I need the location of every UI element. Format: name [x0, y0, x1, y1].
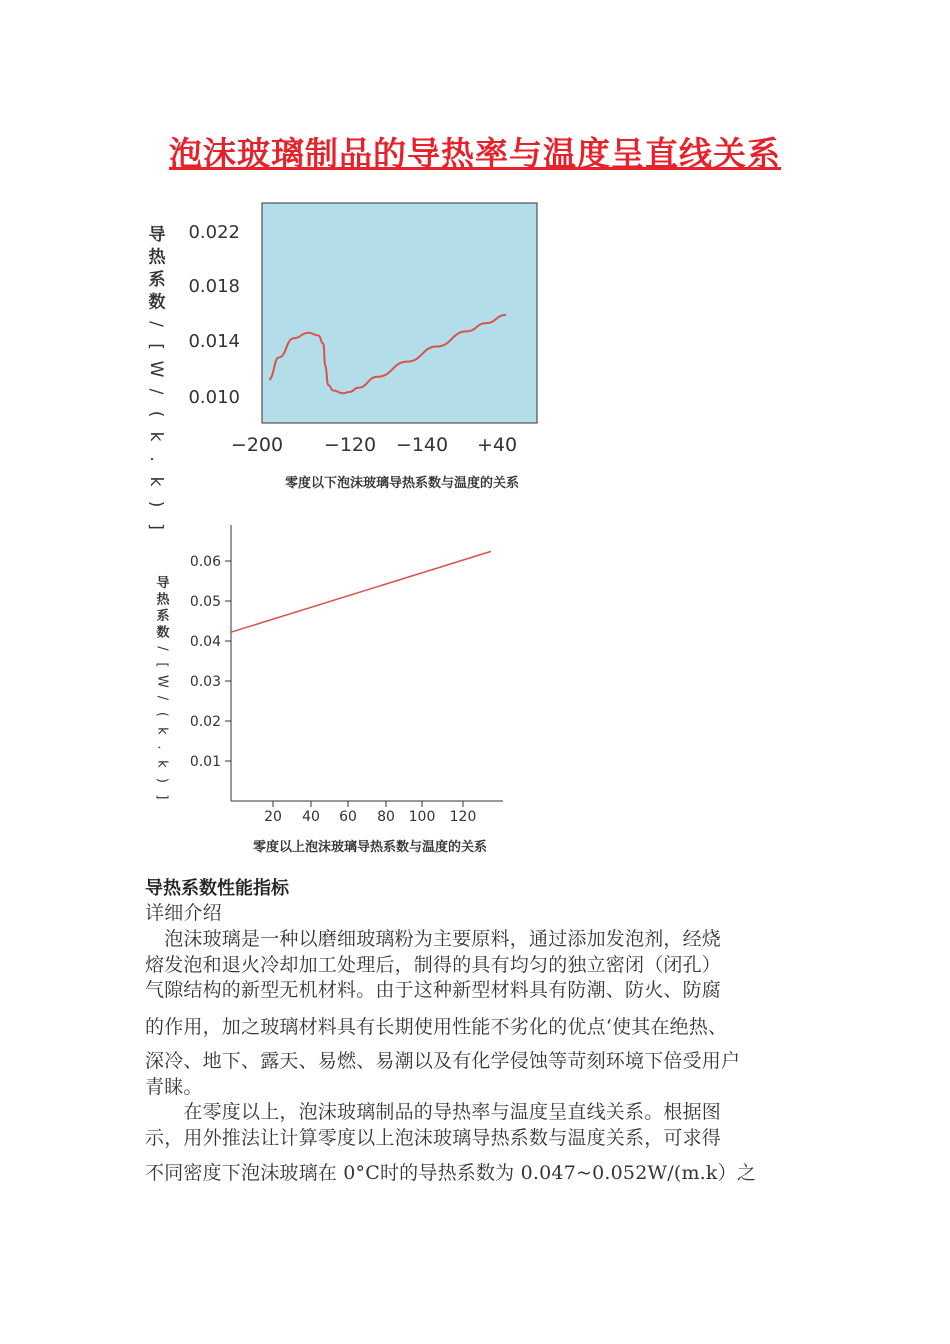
y-tick-label: 0.01: [189, 754, 221, 770]
chart-above-zero: [0, 515, 950, 860]
y-label-char: 导: [156, 576, 170, 591]
x-tick-label: 20: [264, 809, 282, 825]
y-axis-label: [154, 575, 170, 799]
y-label-char: .: [146, 456, 167, 462]
y-tick-label: 0.05: [189, 594, 221, 610]
y-tick-label: 0.018: [188, 276, 240, 297]
y-label-char: k: [146, 431, 167, 442]
y-label-char: /: [154, 646, 170, 651]
series-line: [231, 551, 491, 632]
y-label-char: 系: [156, 609, 170, 624]
y-label-char: W: [146, 360, 167, 378]
x-tick-label: −120: [323, 434, 377, 456]
y-label-char: 导: [148, 225, 166, 245]
paragraph-line: 气隙结构的新型无机材料。由于这种新型材料具有防潮、防火、防腐: [145, 979, 722, 1001]
y-label-char: 热: [156, 592, 170, 608]
page-title: 泡沫玻璃制品的导热率与温度呈直线关系: [169, 134, 781, 173]
y-label-char: /: [146, 388, 167, 395]
paragraph-line: 泡沫玻璃是一种以磨细玻璃粉为主要原料，通过添加发泡剂，经烧: [145, 928, 722, 950]
paragraph-line: 的作用，加之玻璃材料具有长期使用性能不劣化的优点‘使其在绝热、: [145, 1016, 728, 1038]
paragraph-line: 深冷、地下、露天、易燃、易潮以及有化学侵蚀等苛刻环境下倍受用户: [145, 1050, 741, 1072]
y-label-char: ): [146, 500, 167, 508]
y-label-char: 热: [148, 247, 166, 268]
y-axis-label: [146, 224, 166, 530]
x-tick-label: −140: [395, 434, 449, 456]
y-tick-label: 0.014: [188, 331, 240, 352]
y-label-char: k: [154, 760, 170, 768]
y-label-char: (: [146, 410, 167, 418]
y-label-char: 数: [156, 625, 170, 641]
paragraph-line: 在零度以上，泡沫玻璃制品的导热率与温度呈直线关系。根据图: [145, 1101, 722, 1123]
chart-caption: 零度以下泡沫玻璃导热系数与温度的关系: [284, 476, 520, 491]
y-label-char: [: [154, 662, 170, 668]
y-label-char: k: [146, 476, 167, 487]
paragraph-line: 熔发泡和退火冷却加工处理后，制得的具有均匀的独立密闭（闭孔）: [145, 954, 722, 976]
y-tick-label: 0.022: [188, 222, 240, 243]
x-tick-label: 80: [377, 809, 395, 825]
y-tick-label: 0.03: [189, 674, 221, 690]
x-tick-label: 100: [408, 809, 436, 825]
y-tick-label: 0.010: [188, 387, 240, 408]
x-tick-label: +40: [476, 434, 518, 456]
section-heading: 导热系数性能指标: [145, 878, 289, 899]
chart-caption: 零度以上泡沫玻璃导热系数与温度的关系: [252, 840, 488, 855]
y-label-char: [: [146, 343, 167, 350]
x-tick-label: 40: [302, 809, 320, 825]
y-label-char: .: [154, 745, 170, 750]
y-label-char: k: [154, 727, 170, 735]
y-label-char: 数: [148, 292, 166, 313]
y-label-char: /: [146, 321, 167, 327]
chart-below-zero: [0, 195, 950, 530]
plot-area: [262, 203, 537, 423]
x-tick-label: −200: [230, 434, 284, 456]
y-label-char: (: [154, 711, 170, 717]
y-label-char: 系: [148, 270, 166, 290]
x-tick-label: 60: [339, 809, 357, 825]
paragraph-line: 不同密度下泡沫玻璃在 0°C时的导热系数为 0.047~0.052W/(m.k）之: [145, 1162, 757, 1184]
y-label-char: ]: [154, 794, 170, 800]
paragraph-line: 青睐。: [145, 1076, 203, 1098]
y-tick-label: 0.04: [189, 634, 221, 650]
y-label-char: W: [154, 675, 170, 688]
y-label-char: /: [154, 695, 170, 701]
y-label-char: ): [154, 777, 170, 783]
y-tick-label: 0.02: [189, 714, 221, 730]
x-tick-label: 120: [449, 809, 477, 825]
paragraph-line: 示，用外推法让计算零度以上泡沫玻璃导热系数与温度关系，可求得: [145, 1127, 722, 1149]
y-tick-label: 0.06: [189, 554, 221, 570]
section-subheading: 详细介绍: [145, 902, 222, 924]
y-label-char: ]: [146, 523, 167, 530]
